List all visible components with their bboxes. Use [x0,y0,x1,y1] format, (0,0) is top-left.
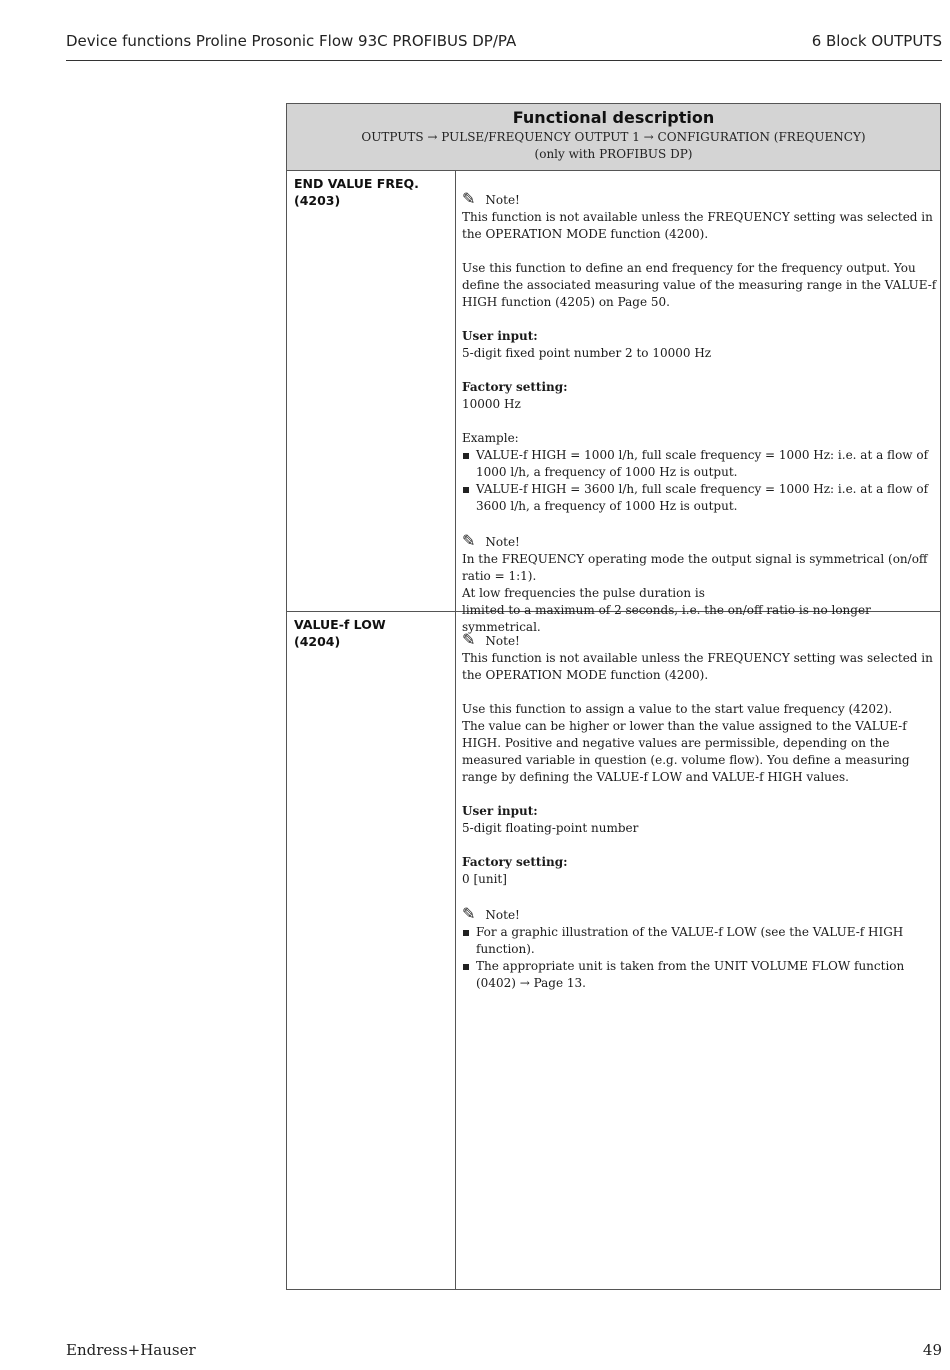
function-description-value-f-low [462,629,937,1009]
note-heading [462,532,937,551]
user-input-block [462,328,937,362]
list-item: VALUE-f HIGH = 1000 l/h, full scale frequency = 1000 Hz: i.e. at a flow of 1000 l/h, a frequency of 1000 Hz is output. [462,447,937,481]
note-line: In the FREQUENCY operating mode the output signal is symmetrical (on/off ratio = 1:1). [462,552,928,583]
list-item: VALUE-f HIGH = 3600 l/h, full scale frequency = 1000 Hz: i.e. at a flow of 3600 l/h, a frequency of 1000 Hz is output. [462,481,937,515]
header-section: 6 Block OUTPUTS [811,32,942,50]
list-item: For a graphic illustration of the VALUE-f LOW (see the VALUE-f HIGH function). [462,924,937,958]
function-code: (4204) [294,634,341,649]
intro-text: The value can be higher or lower than the value assigned to the VALUE-f HIGH. Positive and negative values are permissible, depending on the measured variable in question (e.g. volume flow). You define a measuring range by defining the VALUE-f LOW and VALUE-f HIGH values. [462,719,910,784]
user-input-block [462,803,937,837]
example-list [462,447,937,515]
note-label: Note! [485,634,520,648]
factory-setting-block [462,379,937,413]
factory-setting-value: 10000 Hz [462,397,521,411]
pencil-icon: ✎ [462,189,476,208]
factory-setting-label: Factory setting: [462,380,568,394]
intro-text: Use this function to assign a value to the start value frequency (4202). [462,702,893,716]
note-line: limited to a maximum of 2 seconds, i.e. the on/off ratio is no longer symmetrical. [462,603,871,634]
factory-setting-value: 0 [unit] [462,872,507,886]
pencil-icon: ✎ [462,531,476,550]
function-code: (4203) [294,193,341,208]
example-label: Example: [462,431,519,445]
user-input-value: 5-digit floating-point number [462,821,639,835]
pencil-icon: ✎ [462,904,476,923]
function-label: END VALUE FREQ. [294,176,419,191]
function-name-value-f-low [294,616,449,650]
menu-path: OUTPUTS → PULSE/FREQUENCY OUTPUT 1 → CONFIGURATION (FREQUENCY) [361,130,866,144]
intro-text: Use this function to define an end frequency for the frequency output. You define the associated measuring value of the measuring range in the VALUE-f HIGH function (4205) on Page 50. [462,261,937,309]
list-item: The appropriate unit is taken from the UNIT VOLUME FLOW function (0402) → Page 13. [462,958,937,992]
user-input-label: User input: [462,329,538,343]
note-heading [462,905,937,924]
function-description-end-value-freq [462,188,937,636]
function-name-end-value-freq [294,175,449,209]
page-number: 49 [922,1341,942,1359]
table-header [287,104,940,171]
column-divider [455,170,456,1289]
note-label: Note! [485,193,520,207]
note-heading [462,190,937,209]
functional-description-table [286,103,941,1290]
note-text: This function is not available unless the FREQUENCY setting was selected in the OPERATION MODE function (4200). [462,210,933,241]
note-heading [462,631,937,650]
note-label: Note! [485,535,520,549]
pencil-icon: ✎ [462,630,476,649]
user-input-label: User input: [462,804,538,818]
user-input-value: 5-digit fixed point number 2 to 10000 Hz [462,346,712,360]
factory-setting-block [462,854,937,888]
table-subnote: (only with PROFIBUS DP) [534,147,693,161]
note-list [462,924,937,992]
note-label: Note! [485,908,520,922]
note-text: This function is not available unless the FREQUENCY setting was selected in the OPERATION MODE function (4200). [462,651,933,682]
header-title: Device functions Proline Prosonic Flow 93C PROFIBUS DP/PA [66,32,517,50]
brand-name: Endress+Hauser [66,1341,196,1359]
table-title: Functional description [512,108,715,127]
page-header [66,30,942,61]
factory-setting-label: Factory setting: [462,855,568,869]
note-line: At low frequencies the pulse duration is [462,586,705,600]
function-label: VALUE-f LOW [294,617,386,632]
